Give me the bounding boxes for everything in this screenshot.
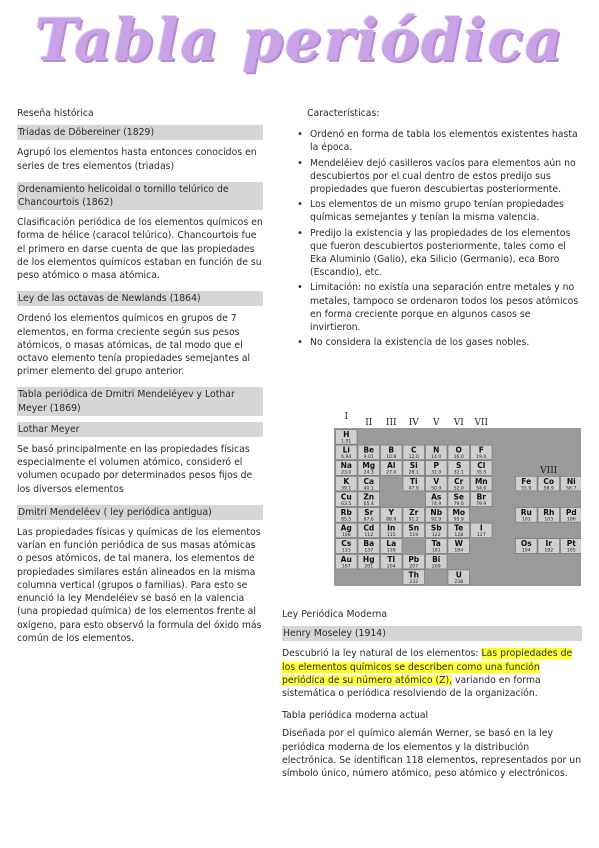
moseley-highlight: Las propiedades de los elementos químicos se describen como una función periódica de su número atómico (Z), [282, 648, 573, 686]
element-weight: 1.01 [341, 439, 352, 445]
element-weight: 23.0 [341, 470, 352, 476]
element-symbol: Pb [408, 554, 420, 564]
element-symbol: In [387, 523, 396, 533]
list-item: • Predijo la existencia y las propiedades de los elementos que fueron descubiertos posteriormente, tales como el Eka Aluminio (Galio), eka Silicio (Germanio), eca Boro (Escandio), etc. [310, 227, 582, 280]
element-symbol: F [478, 445, 484, 455]
element-symbol: W [454, 539, 463, 549]
paragraph-newlands: Ordenó los elementos químicos en grupos de 7 elementos, en forma creciente según sus pesos atómicos, o masas atómicas, de tal modo que el octavo elemento tenía propiedades semejantes al primer elemento del grupo anterior. [17, 313, 251, 378]
heading-mendeleyev-meyer: Tabla periódica de Dmitri Mendeléyev y Lothar Meyer (1869) [17, 387, 263, 415]
element-symbol: Co [543, 476, 555, 486]
element-weight: 192 [544, 548, 554, 554]
paragraph-dmitri: Las propiedades físicas y químicas de los elementos varían en función periódica de sus masas atómicas o pesos atómicos, de tal manera, los elementos de propiedades similares están alineados en la misma columna vertical (grupos o familias). Para esto se enunció la ley Mendeléiev se basó en la valencia (una propiedad química) de los elementos frente al oxígeno, para esto observó la formula del óxido más común de los elementos. [17, 527, 262, 644]
element-symbol: Ta [431, 539, 441, 549]
element-weight: 108 [341, 533, 351, 539]
element-weight: 9.01 [363, 455, 374, 461]
element-symbol: P [433, 461, 439, 471]
element-weight: 232 [409, 579, 419, 585]
element-symbol: C [410, 445, 417, 455]
list-item: • Mendeléiev dejó casilleros vacíos para elementos aún no descubiertos por el cual dentro de estos predijo sus propiedades que fueron descubiertas posteriormente. [310, 157, 582, 197]
heading-caracteristicas: Características: [307, 108, 380, 119]
element-symbol: Ba [363, 539, 375, 549]
element-symbol: Ti [409, 476, 418, 486]
element-symbol: H [343, 430, 350, 439]
element-symbol: Cu [340, 492, 352, 502]
element-symbol: U [455, 570, 462, 580]
element-symbol: N [433, 445, 440, 455]
element-weight: 92.9 [431, 517, 442, 523]
element-symbol: Ca [363, 476, 375, 486]
element-weight: 181 [431, 548, 441, 554]
heading-tabla-actual: Tabla periódica moderna actual [282, 710, 429, 722]
group-label: VI [453, 418, 464, 428]
element-weight: 101 [521, 517, 531, 523]
group-label: VII [474, 418, 489, 428]
element-weight: 184 [454, 548, 464, 554]
element-symbol: Pd [565, 508, 577, 517]
element-symbol: Se [453, 492, 464, 502]
element-symbol: V [433, 476, 440, 486]
element-symbol: Na [340, 461, 352, 471]
right-column [282, 107, 582, 351]
element-symbol: Os [520, 539, 532, 549]
element-symbol: Sn [408, 523, 420, 533]
heading-dmitri: Dmitri Mendeléev ( ley periódica antigua) [17, 505, 263, 520]
element-weight: 40.1 [363, 486, 374, 492]
element-symbol: K [343, 476, 350, 486]
element-weight: 14.0 [431, 455, 442, 461]
element-weight: 87.6 [363, 517, 374, 523]
element-symbol: Zr [409, 508, 419, 517]
element-symbol: S [456, 461, 462, 471]
paragraph-chancourtois: Clasificación periódica de los elementos químicos en forma de hélice (caracol telúrico). Chancourtois fue el primero en darse cuenta de que las propiedades de los elementos químicos estaban en función de su peso atómico o masa atómica. [17, 217, 263, 282]
element-symbol: Cd [363, 523, 375, 533]
element-weight: 133 [341, 548, 351, 554]
left-column [17, 107, 263, 654]
group-label: VIII [540, 465, 558, 476]
element-weight: 139 [386, 548, 396, 554]
section-heading-resena: Reseña histórica [17, 108, 94, 119]
element-symbol: Mo [452, 508, 466, 517]
element-weight: 194 [521, 548, 531, 554]
element-weight: 209 [431, 564, 441, 570]
element-weight: 74.9 [431, 501, 442, 507]
element-symbol: Be [363, 445, 375, 455]
element-weight: 32.1 [453, 470, 464, 476]
element-weight: 95.9 [453, 517, 464, 523]
paragraph-triadas: Agrupó los elementos hasta entonces conocidos en series de tres elementos (triadas) [17, 147, 257, 172]
element-weight: 6.94 [341, 455, 352, 461]
element-weight: 201 [364, 564, 374, 570]
group-label: III [385, 418, 397, 428]
right-column-bottom [282, 608, 582, 789]
element-symbol: Rh [543, 508, 555, 517]
element-weight: 54.9 [476, 486, 487, 492]
element-weight: 58.9 [543, 486, 554, 492]
element-weight: 58.7 [566, 486, 577, 492]
element-weight: 238 [454, 579, 464, 585]
element-symbol: Mn [474, 476, 488, 486]
heading-lothar-meyer: Lothar Meyer [17, 422, 263, 437]
element-weight: 195 [566, 548, 576, 554]
element-weight: 52.0 [453, 486, 464, 492]
element-symbol: Cr [454, 476, 464, 486]
element-symbol: Pt [566, 539, 576, 549]
element-weight: 79.0 [453, 501, 464, 507]
list-item: • No considera la existencia de los gases nobles. [310, 336, 582, 349]
heading-chancourtois: Ordenamiento helicoidal o tornillo telúrico de Chancourtois (1862) [17, 182, 263, 210]
element-symbol: Si [409, 461, 418, 471]
element-symbol: Bi [432, 554, 441, 564]
element-symbol: Ag [340, 523, 352, 533]
element-symbol: Tl [387, 554, 396, 564]
element-symbol: Nb [430, 508, 443, 517]
group-label: V [433, 418, 440, 428]
element-symbol: Al [387, 461, 396, 471]
group-label: II [365, 418, 373, 428]
heading-newlands: Ley de las octavas de Newlands (1864) [17, 291, 263, 306]
element-weight: 47.9 [408, 486, 419, 492]
element-symbol: O [455, 445, 462, 455]
element-weight: 122 [431, 533, 441, 539]
element-symbol: Y [388, 508, 394, 517]
group-label: I [344, 412, 349, 422]
element-symbol: B [388, 445, 395, 455]
mendeleev-periodic-table-image [307, 408, 581, 596]
page-title: Tabla periódica [34, 6, 565, 74]
element-weight: 115 [386, 533, 396, 539]
element-weight: 207 [409, 564, 419, 570]
element-weight: 10.8 [386, 455, 397, 461]
element-symbol: Au [340, 554, 352, 564]
element-weight: 63.5 [341, 501, 352, 507]
paragraph-tabla-actual: Diseñada por el químico alemán Werner, se basó en la ley periódica moderna de los elementos y la distribución electrónica. Se identifican 118 elementos, representados por un símbolo único, número atómico, peso atómico y electrónicos. [282, 728, 582, 780]
paragraph-lothar-meyer: Se basó principalmente en las propiedades físicas especialmente el volumen atómico, consideró el volumen ocupado por determinados pesos fijos de los diversos elementos [17, 444, 253, 495]
caracteristicas-list [282, 128, 582, 349]
element-weight: 65.4 [363, 501, 374, 507]
element-symbol: As [431, 492, 442, 502]
element-weight: 137 [364, 548, 374, 554]
element-weight: 88.9 [386, 517, 397, 523]
heading-moseley: Henry Moseley (1914) [282, 626, 582, 641]
element-weight: 112 [364, 533, 374, 539]
element-symbol: Li [342, 445, 350, 455]
element-symbol: Fe [521, 476, 532, 486]
element-symbol: I [479, 523, 483, 533]
list-item: • Los elementos de un mismo grupo tenían propiedades químicas semejantes y tenían la misma valencia. [310, 198, 582, 224]
element-weight: 91.2 [408, 517, 419, 523]
paragraph-moseley [282, 647, 582, 700]
element-symbol: Rb [340, 508, 352, 517]
element-weight: 106 [566, 517, 576, 523]
element-symbol: Sr [364, 508, 374, 517]
element-weight: 55.9 [521, 486, 532, 492]
element-weight: 16.0 [453, 455, 464, 461]
list-item: • Limitación: no existía una separación entre metales y no metales, tampoco se ordenaron todos los pesos atómicos en forma creciente porque en algunos casos se invirtieron. [310, 281, 582, 334]
element-weight: 12.0 [408, 455, 419, 461]
element-weight: 35.5 [476, 470, 487, 476]
heading-ley-moderna: Ley Periódica Moderna [282, 609, 388, 620]
element-weight: 24.3 [363, 470, 374, 476]
group-label: IV [408, 418, 419, 428]
element-weight: 27.0 [386, 470, 397, 476]
moseley-text-post: variando en forma sistemática o periódica resolviendo de la organización. [282, 674, 541, 700]
element-weight: 85.5 [341, 517, 352, 523]
element-symbol: Te [454, 523, 464, 533]
element-symbol: Br [476, 492, 486, 502]
element-weight: 50.9 [431, 486, 442, 492]
list-item: • Ordenó en forma de tabla los elementos existentes hasta la época. [310, 128, 582, 154]
element-weight: 127 [476, 533, 486, 539]
element-symbol: Hg [362, 554, 375, 564]
element-weight: 31.0 [431, 470, 442, 476]
heading-triadas: Triadas de Döbereiner (1829) [17, 125, 263, 140]
element-symbol: Cl [477, 461, 486, 471]
element-symbol: Zn [363, 492, 375, 502]
element-weight: 128 [454, 533, 464, 539]
element-symbol: Mg [362, 461, 376, 471]
element-symbol: Cs [341, 539, 352, 549]
element-symbol: Sb [430, 523, 442, 533]
element-weight: 119 [409, 533, 419, 539]
element-weight: 204 [386, 564, 396, 570]
element-weight: 39.1 [341, 486, 352, 492]
moseley-text-pre: Descubrió la ley natural de los elementos: [282, 648, 482, 660]
element-symbol: Ir [545, 539, 552, 549]
element-symbol: La [386, 539, 397, 549]
element-symbol: Ni [566, 476, 576, 486]
element-symbol: Th [408, 570, 419, 580]
element-symbol: Ru [520, 508, 532, 517]
element-weight: 19.0 [476, 455, 487, 461]
element-weight: 28.1 [408, 470, 419, 476]
element-weight: 197 [341, 564, 351, 570]
element-weight: 103 [544, 517, 554, 523]
element-weight: 79.9 [476, 501, 487, 507]
